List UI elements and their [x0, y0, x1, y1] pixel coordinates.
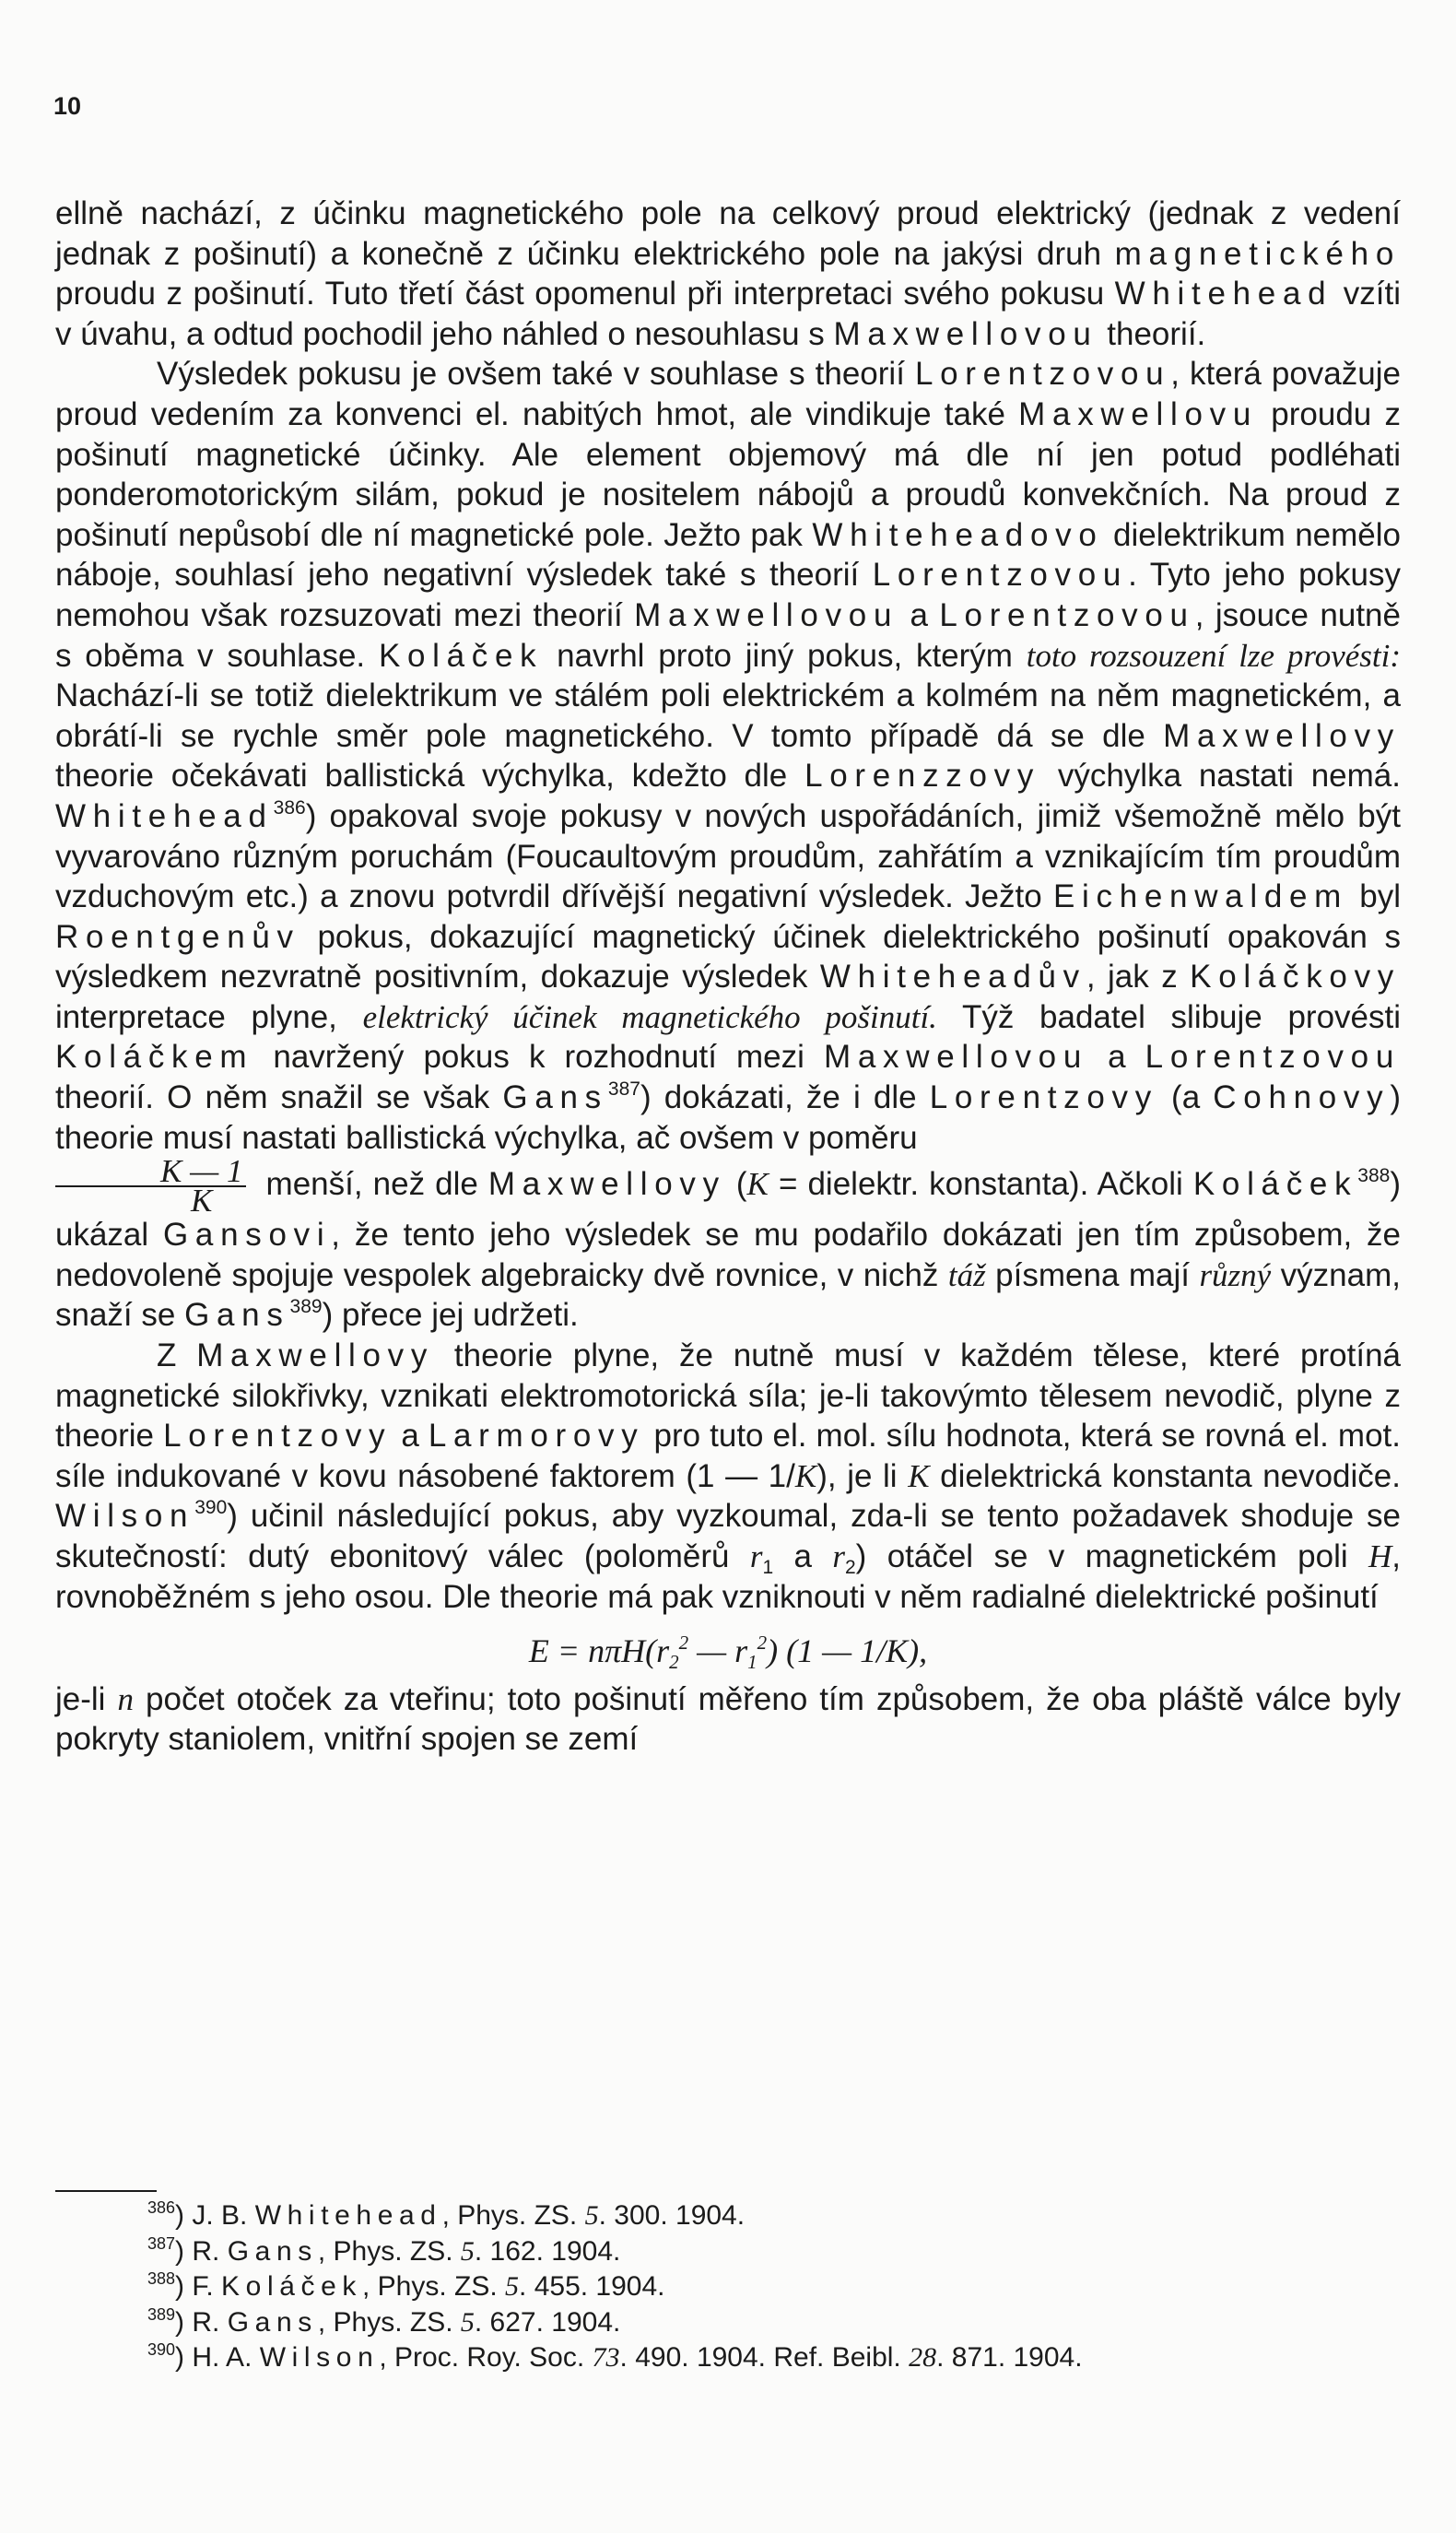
- person-name: Whiteheadův: [819, 959, 1086, 996]
- equation: $E = n\pi H(r_2^2$ — $r_1^2$) (1 — 1/K),: [528, 1632, 928, 1674]
- footnote: $^{386}$) J. B. Whitehead, Phys. ZS. 5. 300. 1904.: [147, 2198, 746, 2231]
- person-name: Whitehead: [1114, 276, 1333, 312]
- person-name: Maxwellovou: [634, 596, 899, 633]
- footnote-ref: 386: [273, 796, 306, 819]
- person-name: Whitehead: [55, 797, 274, 834]
- person-name: Wilson: [55, 1498, 195, 1535]
- person-name: Maxwellovu: [1018, 395, 1259, 432]
- footnote-ref: 388: [1357, 1165, 1391, 1187]
- person-name: Maxwellovy: [487, 1166, 726, 1203]
- person-name: Larmorovy: [428, 1418, 645, 1455]
- fraction: [55, 1153, 246, 1219]
- paragraph-1: ellně nachází, z účinku magnetického pole na celkový proud elektrický (jednak z vedení jednak z pošinutí) a konečně z účinku elektrického pole na jakýsi druh magnetického proudu z pošinutí. Tuto třetí část opomenul při interpretaci svého pokusu Whitehead vzíti v úvahu, a odtud pochodil jeho náhled o nesouhlasu s Maxwellovou theorií.: [55, 195, 1401, 352]
- footnote: $^{388}$) F. Koláček, Phys. ZS. 5. 455. 1904.: [147, 2269, 665, 2302]
- person-name: Lorentzovou: [914, 356, 1171, 393]
- page-number: 10: [53, 92, 82, 120]
- person-name: Lorentzovou: [872, 557, 1129, 594]
- fraction-denominator: K: [191, 1183, 213, 1219]
- person-name: Maxwellovou: [833, 315, 1098, 352]
- paragraph-2: Výsledek pokusu je ovšem také v souhlase s theorií Lorentzovou, která považuje proud vedením za konvenci el. nabitých hmot, ale vindikuje také Maxwellovu proudu z pošinutí magnetické účinky. Ale element objemový má dle ní jen potud podléhati ponderomotorickým silám, pokud je nositelem nábojů a proudů konvekčních. Na proud z pošinutí nepůsobí dle ní magnetické pole. Ježto pak Whiteheadovo dielektrikum nemělo náboje, souhlasí jeho negativní výsledek také s theorií Lorentzovou. Tyto jeho pokusy nemohou však rozsuzovati mezi theorií Maxwellovou a Lorentzovou, jsouce nutně s oběma v souhlase. Koláček navrhl proto jiný pokus, kterým toto rozsouzení lze provésti: Nachází-li se totiž dielektrikum ve stálém poli elektrickém a kolmém na něm magnetickém, a obrátí-li se rychle směr pole magnetického. V tomto případě dá se dle Maxwellovy theorie očekávati ballistická výchylka, kdežto dle Lorenzzovy výchylka nastati nemá. Whitehead$^{386}$) opakoval svoje pokusy v nových uspořádáních, jimiž všemožně mělo být vyvarováno různým poruchám (Foucaultovým proudům, zahřátím a vznikajícím tím proudům vzduchovým etc.) a znovu potvrdil dřívější negativní výsledek. Ježto Eichenwaldem byl Roentgenův pokus, dokazující magnetický účinek dielektrického pošinutí opakován s výsledkem nezvratně positivním, dokazuje výsledek Whiteheadův, jak z Koláčkovy interpretace plyne, elektrický účinek magnetického pošinutí. Týž badatel slibuje provésti Koláčkem navržený pokus k rozhodnutí mezi Maxwellovou a Lorentzovou theorií. O něm snažil se však Gans$^{387}$) dokázati, že i dle Lorentzovy (a Cohnovy) theorie musí nastati ballistická výchylka, ač ovšem v poměru $\frac{K — 1}{K}$ menší, než dle Maxwellovy (K = dielektr. konstanta). Ačkoli Koláček$^{388}$) ukázal Gansovi, že tento jeho výsledek se mu podařilo dokázati jen tím způsobem, že nedovoleně spojuje vespolek algebraicky dvě rovnice, v nichž táž písmena mají různý význam, snaží se Gans$^{389}$) přece jej udržeti.: [55, 356, 1402, 1334]
- person-name: Lorentzovou: [939, 596, 1195, 633]
- person-name: Eichenwaldem: [1052, 878, 1349, 915]
- person-name: Koláčkovy: [1190, 959, 1401, 996]
- footnote-divider: [55, 2190, 157, 2192]
- body-text: [55, 194, 1401, 1760]
- emphasis: různý: [1199, 1256, 1272, 1293]
- fraction-numerator: K — 1: [55, 1158, 246, 1187]
- person-name: Gansovi: [163, 1217, 332, 1254]
- person-name: Roentgenův: [55, 918, 300, 955]
- emphasis: táž: [947, 1256, 986, 1293]
- person-name: Lorenzzovy: [804, 758, 1041, 795]
- person-name: Koláček: [1192, 1166, 1358, 1203]
- footnote-ref: 389: [289, 1296, 323, 1318]
- footnote: $^{387}$) R. Gans, Phys. ZS. 5. 162. 1904.: [147, 2233, 621, 2267]
- footnote: $^{390}$) H. A. Wilson, Proc. Roy. Soc. 73. 490. 1904. Ref. Beibl. 28. 871. 1904.: [147, 2340, 1083, 2373]
- person-name: Maxwellovy: [1163, 717, 1401, 754]
- footnotes: [147, 2198, 1364, 2376]
- person-name: Whiteheadovo: [812, 516, 1104, 553]
- emphasis: toto rozsouzení lze provésti:: [1026, 637, 1401, 674]
- person-name: Koláček: [378, 637, 544, 674]
- person-name: Lorentzovy: [929, 1079, 1158, 1116]
- paragraph-3: Z Maxwellovy theorie plyne, že nutně musí v každém tělese, které protíná magnetické silokřivky, vznikati elektromotorická síla; je-li takovýmto tělesem nevodič, plyne z theorie Lorentzovy a Larmorovy pro tuto el. mol. sílu hodnota, která se rovná el. mot. síle indukované v kovu násobené faktorem (1 — 1/K), je li K dielektrická konstanta nevodiče. Wilson$^{390}$) učinil následující pokus, aby vyzkoumal, zda-li se tento požadavek shoduje se skutečností: dutý ebonitový válec (poloměrů $r_1$ a $r_2$) otáčel se v magnetickém poli H, rovnoběžném s jeho osou. Dle theorie má pak vzniknouti v něm radialné dielektrické pošinutí: [55, 1337, 1402, 1615]
- person-name: Gans: [502, 1079, 608, 1116]
- person-name: Cohnovy: [1213, 1079, 1391, 1116]
- person-name: Gans: [184, 1297, 290, 1334]
- person-name: Maxwellovy: [196, 1337, 435, 1374]
- footnote-ref: 387: [607, 1078, 640, 1101]
- person-name: Lorentzovy: [163, 1418, 393, 1455]
- footnote: $^{389}$) R. Gans, Phys. ZS. 5. 627. 1904.: [147, 2304, 621, 2338]
- footnote-ref: 390: [194, 1497, 228, 1519]
- person-name: Koláčkem: [55, 1039, 254, 1076]
- person-name: Lorentzovou: [1145, 1039, 1401, 1076]
- person-name: Maxwellovou: [824, 1039, 1089, 1076]
- emphasis: elektrický účinek magnetického pošinutí.: [362, 998, 937, 1035]
- paragraph-4: je-li n počet otoček za vteřinu; toto pošinutí měřeno tím způsobem, že oba pláště válce byly pokryty staniolem, vnitřní spojen se zemí: [55, 1680, 1401, 1758]
